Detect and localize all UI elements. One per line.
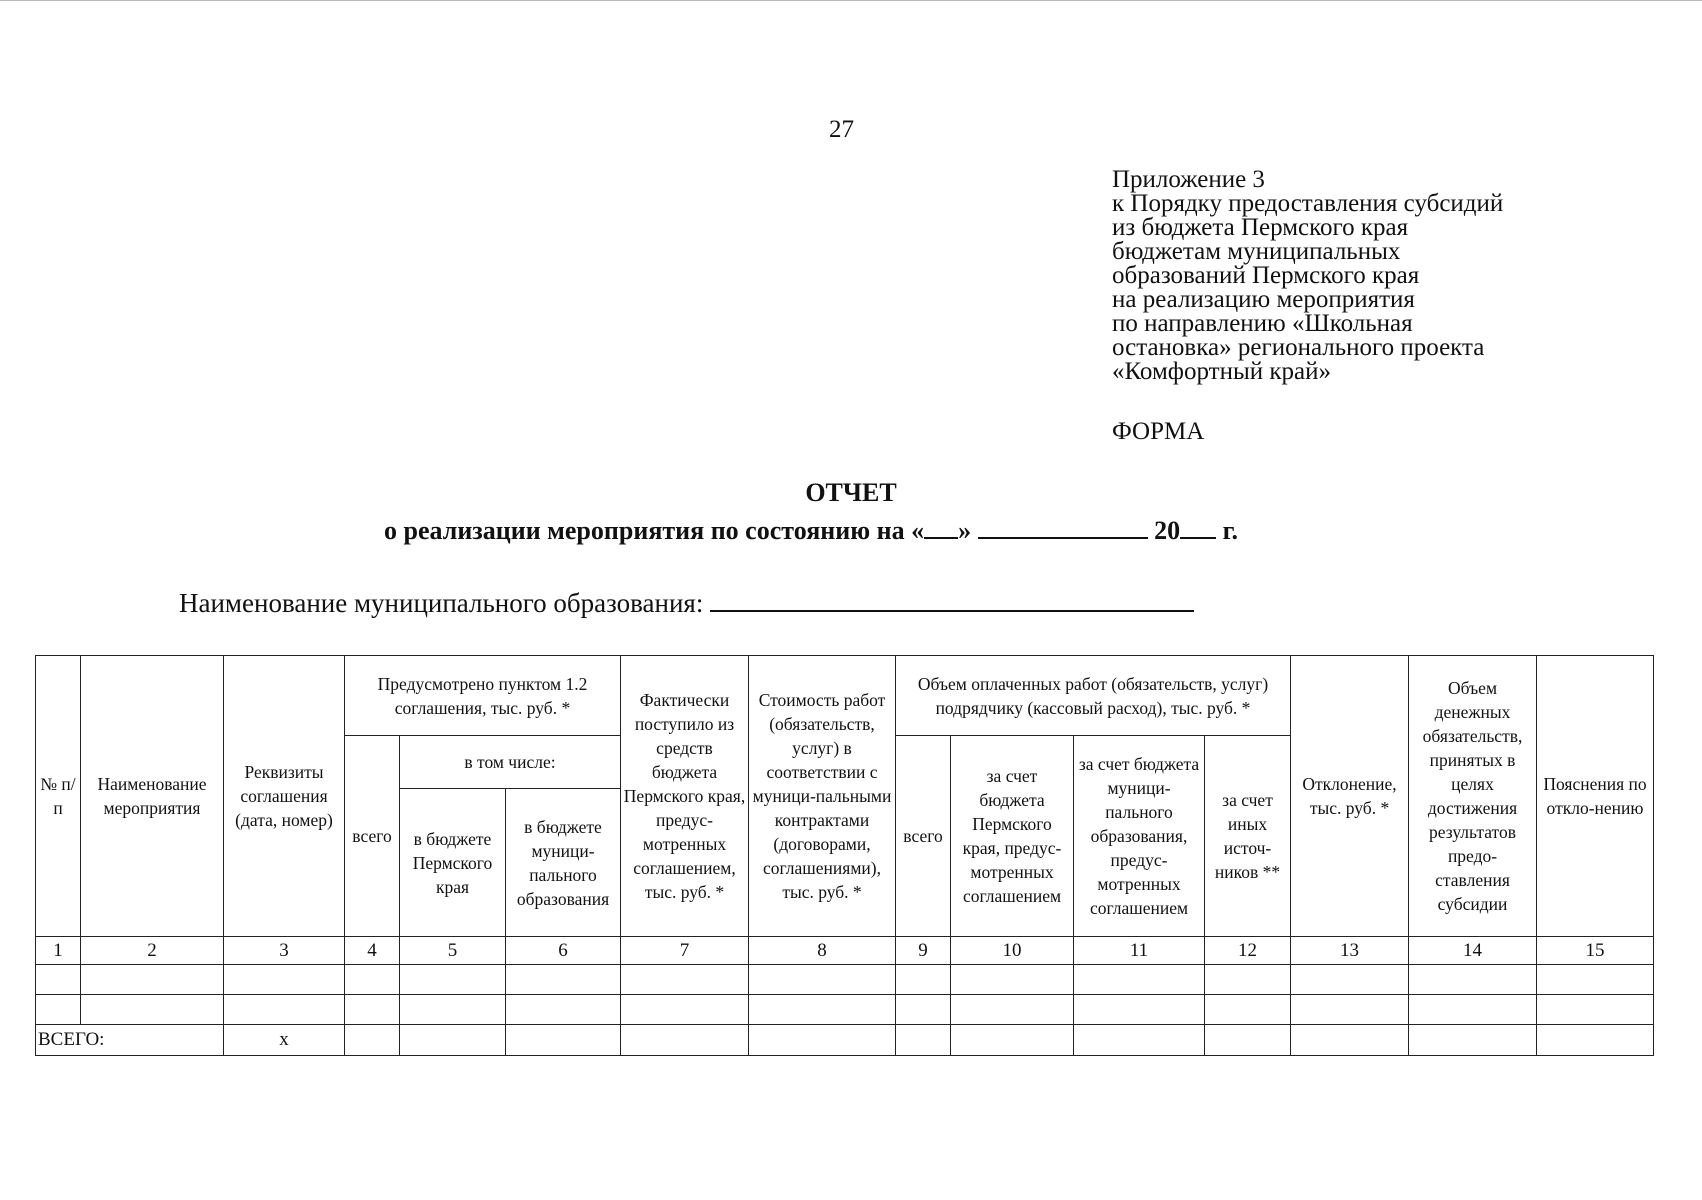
table-cell <box>896 1025 951 1056</box>
table-cell <box>81 995 224 1025</box>
column-number: 2 <box>81 937 224 965</box>
header-group-9-12: Объем оплаченных работ (обязательств, услуг) подрядчику (кассовый расход), тыс. руб. * <box>896 656 1291 736</box>
table-cell <box>224 995 345 1025</box>
table-cell <box>951 995 1074 1025</box>
column-number: 6 <box>506 937 621 965</box>
page-top-edge <box>0 0 1702 1</box>
header-c14: Объем денежных обязательств, принятых в целях достижения результатов предо-ставления субсидии <box>1409 656 1537 937</box>
table-cell <box>400 1025 506 1056</box>
table-cell <box>1291 1025 1409 1056</box>
table-cell <box>506 995 621 1025</box>
column-number: 13 <box>1291 937 1409 965</box>
table-cell <box>621 995 749 1025</box>
table-cell <box>224 965 345 995</box>
appendix-line: «Комфортный край» <box>1112 358 1331 385</box>
table-cell <box>1074 995 1205 1025</box>
appendix-line: по направлению «Школьная <box>1112 310 1413 337</box>
table-cell <box>506 965 621 995</box>
municipality-label: Наименование муниципального образования: <box>179 588 704 618</box>
header-c8: Стоимость работ (обязательств, услуг) в соответствии с муници-пальными контрактами (договорами, соглашениями), тыс. руб. * <box>749 656 896 937</box>
table-cell <box>1409 965 1537 995</box>
municipality-line <box>179 588 1194 619</box>
appendix-line: Приложение 3 <box>1112 166 1265 193</box>
total-row <box>36 1025 1654 1056</box>
table-row <box>36 965 1654 995</box>
appendix-line: на реализацию мероприятия <box>1112 286 1415 313</box>
column-number: 5 <box>400 937 506 965</box>
table-cell <box>1409 995 1537 1025</box>
table-cell <box>1537 995 1654 1025</box>
table-cell <box>1074 965 1205 995</box>
column-number: 14 <box>1409 937 1537 965</box>
table-cell <box>1205 965 1291 995</box>
table-cell <box>1205 995 1291 1025</box>
header-c6: в бюджете муници-пального образования <box>506 789 621 937</box>
header-c10: за счет бюджета Пермского края, предус-мотренных соглашением <box>951 736 1074 937</box>
column-number: 10 <box>951 937 1074 965</box>
header-c5: в бюджете Пермского края <box>400 789 506 937</box>
total-c3: x <box>224 1025 345 1056</box>
table-cell <box>506 1025 621 1056</box>
form-label: ФОРМА <box>1112 418 1205 445</box>
day-blank <box>924 515 958 539</box>
report-subtitle <box>384 515 1238 546</box>
table-cell <box>36 965 81 995</box>
table-cell <box>1537 965 1654 995</box>
table-cell <box>1291 965 1409 995</box>
table-cell <box>81 965 224 995</box>
month-blank <box>978 515 1148 539</box>
header-c2: Наименование мероприятия <box>81 656 224 937</box>
table-row <box>36 995 1654 1025</box>
appendix-line: остановка» регионального проекта <box>1112 334 1485 361</box>
total-label: ВСЕГО: <box>36 1025 224 1056</box>
table-cell <box>1409 1025 1537 1056</box>
column-number: 8 <box>749 937 896 965</box>
table-cell <box>400 965 506 995</box>
appendix-line: к Порядку предоставления субсидий <box>1112 190 1504 217</box>
header-c3: Реквизиты соглашения (дата, номер) <box>224 656 345 937</box>
header-c12: за счет иных источ-ников ** <box>1205 736 1291 937</box>
table-cell <box>621 965 749 995</box>
table-cell <box>951 965 1074 995</box>
report-title: ОТЧЕТ <box>805 478 897 507</box>
table-cell <box>896 965 951 995</box>
year-blank <box>1180 515 1216 539</box>
header-sub-5-6: в том числе: <box>400 736 621 789</box>
table-cell <box>1205 1025 1291 1056</box>
appendix-block <box>1112 168 1503 384</box>
header-c7: Фактически поступило из средств бюджета Пермского края, предус-мотренных соглашением, тыс. руб. * <box>621 656 749 937</box>
header-c15: Пояснения по откло-нению <box>1537 656 1654 937</box>
table-cell <box>621 1025 749 1056</box>
header-c11: за счет бюджета муници-пального образования, предус-мотренных соглашением <box>1074 736 1205 937</box>
column-number: 7 <box>621 937 749 965</box>
table-cell <box>749 965 896 995</box>
column-number: 3 <box>224 937 345 965</box>
column-number: 9 <box>896 937 951 965</box>
header-c4: всего <box>345 736 400 937</box>
subtitle-prefix: о реализации мероприятия по состоянию на « <box>384 516 925 545</box>
page-number: 27 <box>829 116 854 143</box>
table-cell <box>749 1025 896 1056</box>
header-group-4-6: Предусмотрено пунктом 1.2 соглашения, тыс. руб. * <box>345 656 621 736</box>
table-cell <box>345 1025 400 1056</box>
column-number-row <box>36 937 1654 965</box>
table-cell <box>345 995 400 1025</box>
table-cell <box>749 995 896 1025</box>
subtitle-year: 20 <box>1154 516 1181 545</box>
header-row <box>36 656 1654 736</box>
municipality-blank <box>710 588 1194 612</box>
subtitle-suffix: г. <box>1222 516 1238 545</box>
table-cell <box>36 995 81 1025</box>
appendix-line: бюджетам муниципальных <box>1112 238 1401 265</box>
appendix-line: образований Пермского края <box>1112 262 1420 289</box>
report-table <box>35 655 1654 1056</box>
header-c9: всего <box>896 736 951 937</box>
table-cell <box>1291 995 1409 1025</box>
column-number: 4 <box>345 937 400 965</box>
table-cell <box>1537 1025 1654 1056</box>
appendix-line: из бюджета Пермского края <box>1112 214 1409 241</box>
header-c1: № п/п <box>36 656 81 937</box>
table-cell <box>345 965 400 995</box>
table-cell <box>951 1025 1074 1056</box>
header-c13: Отклонение, тыс. руб. * <box>1291 656 1409 937</box>
column-number: 15 <box>1537 937 1654 965</box>
column-number: 11 <box>1074 937 1205 965</box>
column-number: 1 <box>36 937 81 965</box>
subtitle-quote-close: » <box>958 516 972 545</box>
column-number: 12 <box>1205 937 1291 965</box>
table-cell <box>400 995 506 1025</box>
table-cell <box>896 995 951 1025</box>
table-cell <box>1074 1025 1205 1056</box>
